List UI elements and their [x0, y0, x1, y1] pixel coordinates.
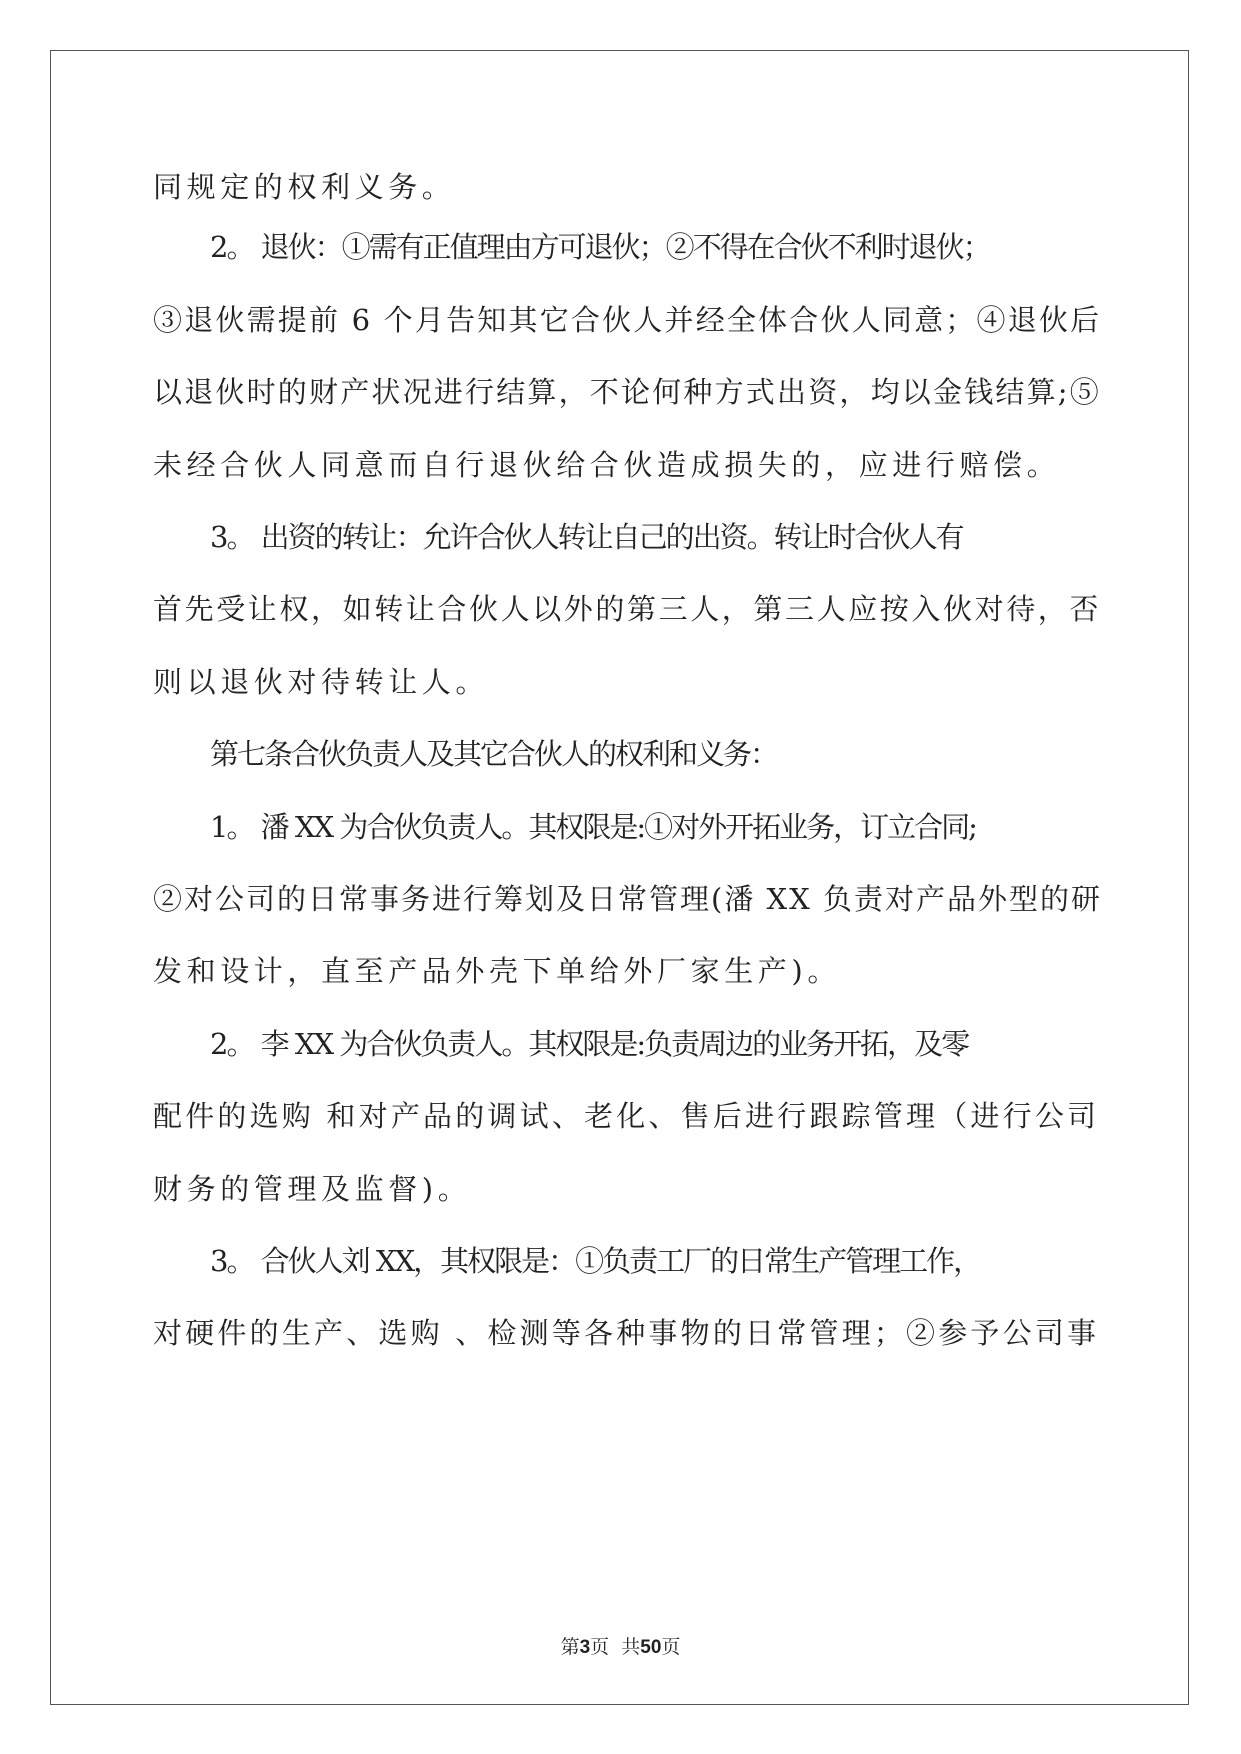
text-line: 未经合伙人同意而自行退伙给合伙造成损失的，应进行赔偿。 [153, 448, 1061, 482]
text-line: ②对公司的日常事务进行筹划及日常管理(潘 XX 负责对产品外型的研 [153, 882, 1103, 916]
text-line: ③退伙需提前 6 个月告知其它合伙人并经全体合伙人同意；④退伙后 [153, 303, 1102, 337]
text-line: 财务的管理及监督)。 [153, 1172, 472, 1206]
text-line: 发和设计，直至产品外壳下单给外厂家生产)。 [153, 954, 841, 988]
text-line: 则以退伙对待转让人。 [153, 665, 490, 699]
text-line: 配件的选购 和对产品的调试、老化、售后进行跟踪管理（进行公司 [153, 1099, 1100, 1133]
text-line: 2。 李 XX 为合伙负责人。其权限是:负责周边的业务开拓，及零 [210, 1027, 969, 1061]
text-line: 对硬件的生产、选购 、检测等各种事物的日常管理；②参予公司事 [153, 1316, 1100, 1350]
text-line: 1。 潘 XX 为合伙负责人。其权限是:①对外开拓业务，订立合同; [210, 810, 976, 844]
footer-middle: 页 共 [590, 1636, 641, 1658]
page-border [50, 50, 1189, 1705]
text-line: 同规定的权利义务。 [153, 170, 456, 204]
text-line: 2。 退伙：①需有正值理由方可退伙；②不得在合伙不利时退伙； [210, 230, 990, 264]
total-page-number: 50 [640, 1637, 662, 1658]
text-line: 3。 出资的转让：允许合伙人转让自己的出资。转让时合伙人有 [210, 520, 963, 554]
text-line: 3。 合伙人刘 XX，其权限是：①负责工厂的日常生产管理工作， [210, 1244, 981, 1278]
footer-prefix: 第 [560, 1636, 580, 1658]
text-line: 以退伙时的财产状况进行结算，不论何种方式出资，均以金钱结算;⑤ [153, 375, 1101, 409]
page-footer [0, 1635, 1241, 1660]
footer-suffix: 页 [661, 1636, 681, 1658]
text-line: 首先受让权，如转让合伙人以外的第三人，第三人应按入伙对待，否 [153, 592, 1102, 626]
text-line: 第七条合伙负责人及其它合伙人的权利和义务： [210, 737, 778, 771]
current-page-number: 3 [579, 1637, 591, 1658]
